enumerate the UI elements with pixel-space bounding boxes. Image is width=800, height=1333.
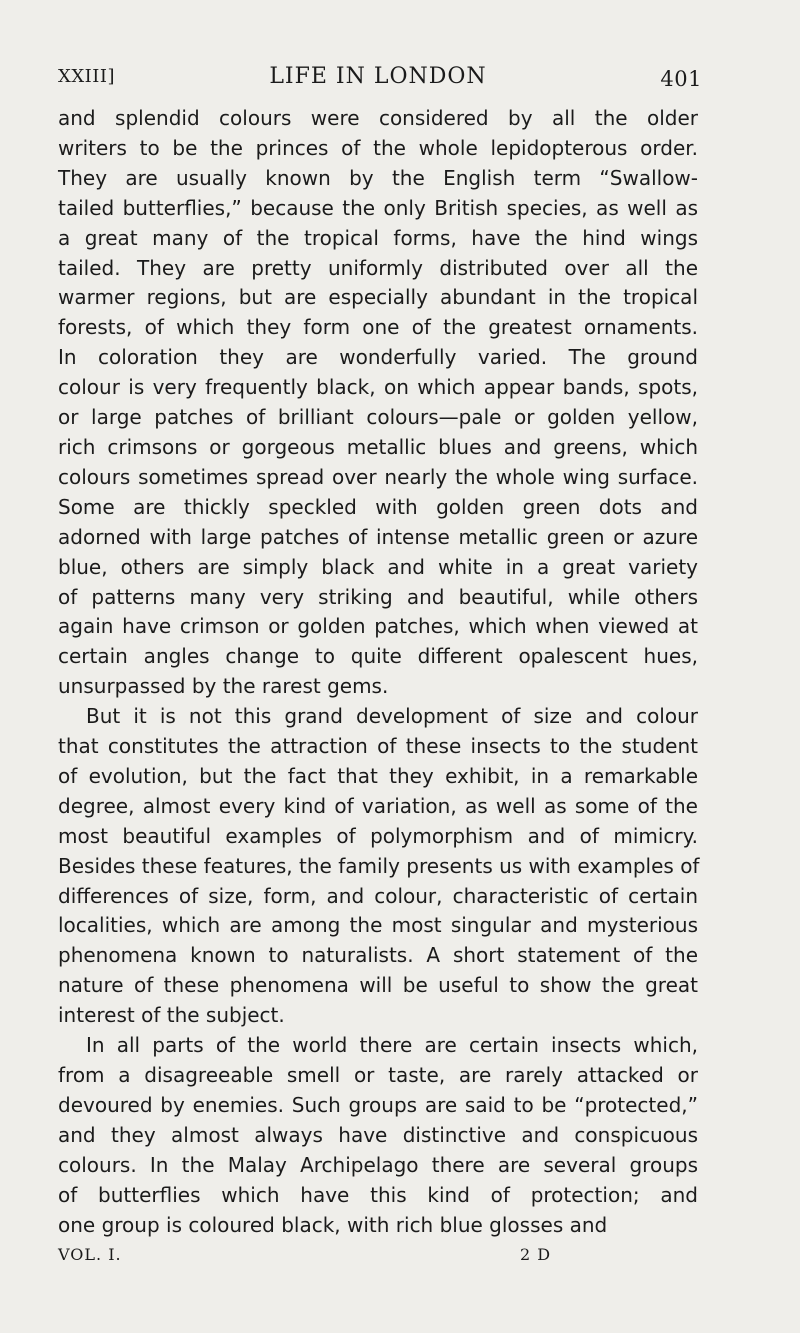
body-text [58, 104, 698, 1240]
text-line: They are usually known by the English term “Swallow- [58, 165, 698, 190]
paragraph [58, 702, 698, 1031]
text-line: tailed. They are pretty uniformly distributed over all the [58, 255, 698, 280]
text-line: forests, of which they form one of the greatest ornaments. [58, 315, 698, 340]
text-line: Besides these features, the family presents us with examples of [58, 853, 700, 878]
text-line: rich crimsons or gorgeous metallic blues and greens, which [58, 434, 698, 459]
text-line: devoured by enemies. Such groups are said to be “protected,” [58, 1092, 698, 1117]
text-line: phenomena known to naturalists. A short statement of the [58, 943, 698, 968]
text-line: colours. In the Malay Archipelago there are several groups [58, 1152, 698, 1177]
text-line: In all parts of the world there are certain insects which, [86, 1033, 698, 1058]
text-line: from a disagreeable smell or taste, are rarely attacked or [58, 1063, 698, 1087]
text-line: Some are thickly speckled with golden green dots and [58, 494, 698, 519]
text-line: colour is very frequently black, on which appear bands, spots, [58, 375, 698, 400]
text-line: most beautiful examples of polymorphism and of mimicry. [58, 823, 698, 848]
volume-mark: VOL. I. [58, 1245, 122, 1265]
text-line: again have crimson or golden patches, which when viewed at [58, 614, 698, 639]
text-line: colours sometimes spread over nearly the whole wing surface. [58, 464, 698, 489]
text-line: a great many of the tropical forms, have the hind wings [58, 225, 698, 250]
text-line: differences of size, form, and colour, characteristic of certain [58, 883, 698, 908]
text-line: But it is not this grand development of size and colour [86, 704, 698, 729]
text-line: that constitutes the attraction of these insects to the student [58, 734, 698, 759]
text-line: of evolution, but the fact that they exhibit, in a remarkable [58, 763, 698, 788]
book-page [58, 62, 702, 1270]
running-head [58, 62, 702, 92]
text-line: localities, which are among the most singular and mysterious [58, 913, 698, 938]
page-footer [58, 1240, 698, 1270]
text-line: degree, almost every kind of variation, as well as some of the [58, 793, 698, 818]
text-line: certain angles change to quite different opalescent hues, [58, 644, 698, 669]
signature-mark: 2 D [520, 1245, 552, 1265]
text-line: blue, others are simply black and white in a great variety [58, 554, 698, 579]
text-line: one group is coloured black, with rich blue glosses and [58, 1212, 608, 1237]
text-line: writers to be the princes of the whole lepidopterous order. [58, 135, 698, 160]
text-line: tailed butterflies,” because the only British species, as well as [58, 195, 698, 220]
text-line: nature of these phenomena will be useful to show the great [58, 973, 698, 998]
running-title: LIFE IN LONDON [269, 64, 487, 89]
text-line: and splendid colours were considered by all the older [58, 106, 698, 130]
text-line: unsurpassed by the rarest gems. [58, 674, 389, 699]
chapter-number: XXIII] [58, 66, 115, 87]
paragraph [58, 104, 698, 702]
text-line: In coloration they are wonderfully varied. The ground [58, 345, 698, 370]
text-line: adorned with large patches of intense metallic green or azure [58, 524, 698, 549]
text-line: and they almost always have distinctive and conspicuous [58, 1122, 698, 1147]
text-line: interest of the subject. [58, 1003, 285, 1028]
paragraph [58, 1031, 698, 1240]
text-line: or large patches of brilliant colours—pale or golden yellow, [58, 405, 698, 430]
text-line: of butterflies which have this kind of protection; and [58, 1182, 698, 1207]
page-number: 401 [660, 67, 702, 91]
text-line: of patterns many very striking and beautiful, while others [58, 584, 698, 609]
text-line: warmer regions, but are especially abundant in the tropical [58, 285, 698, 310]
